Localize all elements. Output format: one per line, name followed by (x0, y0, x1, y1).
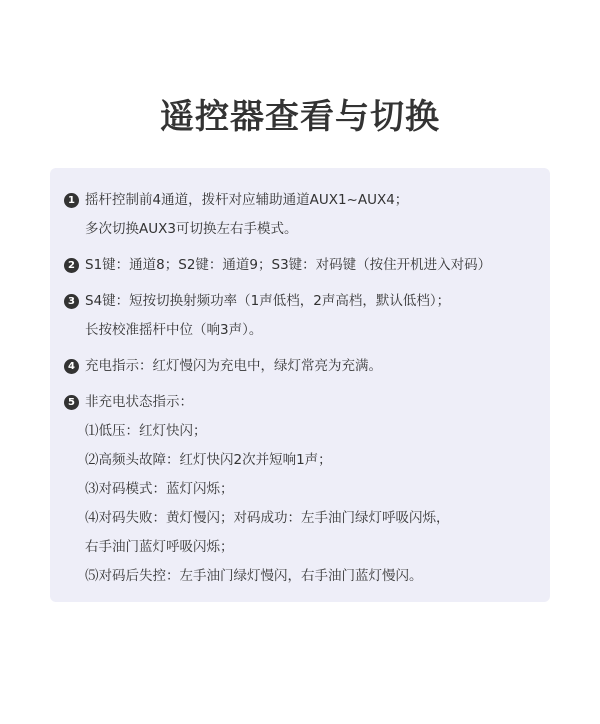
sub-item-continuation: 右手油门蓝灯呼吸闪烁； (85, 539, 234, 555)
page-title: 遥控器查看与切换 (160, 97, 440, 137)
sub-item: ⑷对码失败：黄灯慢闪；对码成功：左手油门绿灯呼吸闪烁， (85, 510, 450, 526)
item-text: S1键：通道8；S2键：通道9；S3键：对码键（按住开机进入对码） (85, 257, 492, 273)
sub-item: ⑵高频头故障：红灯快闪2次并短响1声； (85, 452, 332, 468)
number-badge: 4 (64, 359, 79, 374)
list-item-3 (64, 287, 536, 345)
item-text: 非充电状态指示： (85, 394, 193, 410)
sub-item: ⑴低压：红灯快闪； (85, 423, 207, 439)
number-badge: 3 (64, 294, 79, 309)
item-text: 多次切换AUX3可切换左右手模式。 (85, 221, 298, 237)
item-text: 充电指示：红灯慢闪为充电中，绿灯常亮为充满。 (85, 358, 382, 374)
number-badge: 2 (64, 258, 79, 273)
item-text: S4键：短按切换射频功率（1声低档，2声高档，默认低档）； (85, 293, 451, 309)
list-item-5 (64, 388, 536, 591)
list-item-4 (64, 352, 536, 381)
info-card (50, 168, 550, 602)
number-badge: 5 (64, 395, 79, 410)
list-item-1 (64, 186, 536, 244)
number-badge: 1 (64, 193, 79, 208)
sub-item: ⑶对码模式：蓝灯闪烁； (85, 481, 234, 497)
list-item-2 (64, 251, 536, 280)
sub-list (85, 417, 536, 591)
sub-item: ⑸对码后失控：左手油门绿灯慢闪，右手油门蓝灯慢闪。 (85, 568, 423, 584)
item-text: 长按校准摇杆中位（响3声）。 (85, 322, 263, 338)
item-text: 摇杆控制前4通道，拨杆对应辅助通道AUX1~AUX4； (85, 192, 409, 208)
